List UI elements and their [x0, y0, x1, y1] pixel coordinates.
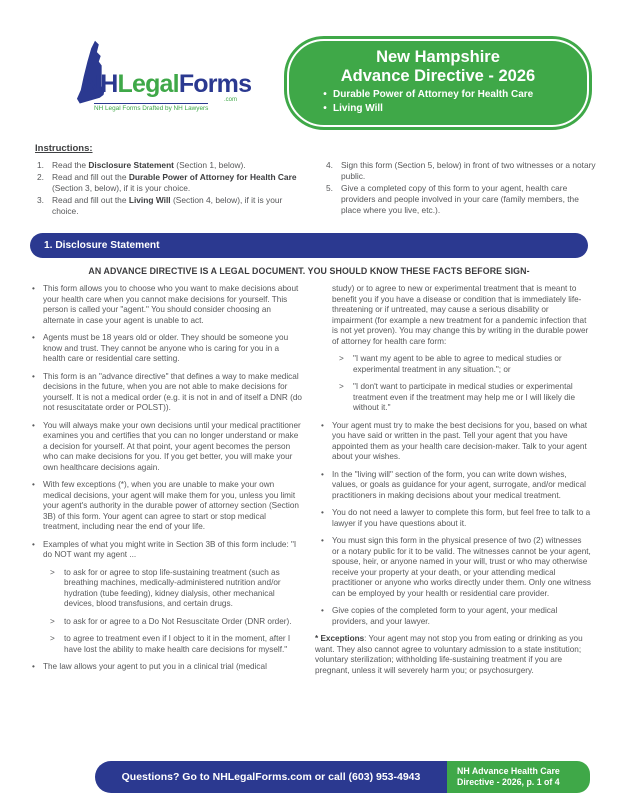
sub-bullet-item [315, 354, 591, 375]
bullet-item [315, 606, 591, 627]
footer-questions-bar: Questions? Go to NHLegalForms.com or call (603) 953-4943 [95, 761, 447, 793]
bullet-item [26, 540, 302, 561]
bullet-item [315, 470, 591, 502]
block-text: "I want my agent to be able to agree to medical studies or experimental treatment in any situation."; or [353, 354, 562, 374]
title-bullet-item [317, 88, 587, 102]
bullet-marker: • [32, 371, 35, 381]
instruction-text: Sign this form (Section 5, below) in front of two witnesses or a notary public. [341, 160, 596, 181]
paragraph [315, 284, 591, 347]
instruction-number: 1. [37, 160, 44, 170]
chevron-marker: > [50, 634, 55, 643]
footer-page-badge [447, 761, 590, 793]
footer-page-line-1: NH Advance Health Care [457, 766, 560, 776]
instructions-right-column [324, 160, 597, 217]
bullet-marker: • [32, 539, 35, 549]
disclosure-heading: AN ADVANCE DIRECTIVE IS A LEGAL DOCUMENT. YOU SHOULD KNOW THESE FACTS BEFORE SIGN- [88, 266, 530, 276]
logo-com: .com [224, 97, 238, 103]
block-text: You will always make your own decisions until your medical practitioner examines you and certifies that you can no longer understand or make a decision for yourself. At that point, your agent becomes the person who can make decisions for you. If you get better, you will make your own healthcare decisions again. [43, 420, 301, 472]
instruction-text: Read and fill out the Living Will (Section 4, below), if it is your choice. [52, 194, 283, 216]
instructions-columns [35, 160, 597, 217]
block-text: This form allows you to choose who you want to make decisions about your health care when you cannot make decisions for yourself. This person is called your "agent." You should consider choosing an alternate in case your agent is unable to act. [43, 284, 299, 325]
nhlegalforms-logo [76, 40, 251, 112]
paragraph: * Exceptions: Your agent may not stop you from eating or drinking as you want. They also cannot agree to voluntary admission to a state institution; voluntary sterilization; withholding life-sustaining treatment if you are pregnant, unless it will severely harm you; or psychosurgery. [315, 634, 583, 675]
bullet-item [26, 421, 302, 474]
title-bullet-text: Durable Power of Attorney for Health Care [333, 89, 534, 100]
title-bullet-item [317, 102, 587, 116]
instruction-number: 5. [326, 182, 333, 193]
sub-bullet-item [315, 382, 591, 414]
sub-bullet-item [26, 634, 302, 655]
block-text: You do not need a lawyer to complete this form, but feel free to talk to a lawyer if you have questions about it. [332, 508, 591, 528]
title-box [284, 36, 592, 130]
title-bullet-text: Living Will [333, 102, 383, 114]
logo-legal: Legal [117, 70, 179, 98]
title-line-2: Advance Directive - 2026 [340, 66, 536, 85]
logo-forms: Forms [178, 70, 252, 98]
instruction-item [324, 183, 597, 216]
bullet-marker: • [323, 89, 327, 100]
bullet-item [26, 480, 302, 533]
bullet-item [315, 508, 591, 529]
block-text: to agree to treatment even if I object to it in the moment, after I have lost the ability to make health care decisions for myself." [64, 634, 291, 654]
instruction-item [35, 160, 308, 171]
block-text: Agents must be 18 years old or older. They should be someone you know and trust. They cannot be anyone who is caring for you in a health care or residential care setting. [43, 333, 289, 363]
instruction-text: Read the Disclosure Statement (Section 1, below). [52, 160, 246, 170]
chevron-marker: > [339, 382, 344, 391]
instruction-item [324, 160, 597, 182]
logo-wordmark [83, 70, 251, 99]
disclosure-body [26, 284, 592, 676]
block-text: In the "living will" section of the form, you can write down wishes, values, or goals as guidance for your agent, surrogate, and/or medical practitioners in making decisions about your medical treatment. [332, 469, 586, 500]
instruction-text: Give a completed copy of this form to your agent, health care providers and people involved in your care (family members, the place where you live, etc.). [341, 182, 579, 215]
bullet-marker: • [323, 102, 327, 114]
sub-bullet-item [26, 568, 302, 610]
instructions-section [35, 143, 597, 217]
block-text: to ask for or agree to a Do Not Resuscitate Order (DNR order). [64, 616, 292, 626]
bullet-item [315, 421, 591, 463]
instruction-item [35, 195, 308, 217]
instructions-heading: Instructions: [35, 143, 93, 154]
block-text: With few exceptions (*), when you are unable to make your own medical decisions, your agent will make them for you, unless you limit your agent's authority in the durable power of attorney section (Section 3B) of this form. Your agent can agree to start or stop medical treatment, including near the end of your life. [43, 480, 299, 531]
title-line-1: New Hampshire [376, 48, 500, 66]
bullet-item [26, 662, 302, 673]
bullet-marker: • [321, 469, 324, 479]
section-1-header: 1. Disclosure Statement [30, 233, 588, 258]
block-text: You must sign this form in the physical presence of two (2) witnesses or a notary public for it to be valid. The witnesses cannot be your agent, spouse, heir, or anyone named in your will, trust or who may otherwise receive your property at your death, or your attending medical practitioner or anyone who works directly under them. Only one witness can be employed by your health or residential care provider. [332, 536, 591, 598]
instruction-number: 4. [326, 160, 333, 170]
logo-tagline: NH Legal Forms Drafted by NH Lawyers [94, 105, 209, 112]
bullet-marker: • [32, 333, 35, 342]
instructions-left-column [35, 160, 308, 217]
bullet-marker: • [321, 420, 324, 430]
bullet-item [26, 372, 302, 414]
block-text: Your agent must try to make the best decisions for you, based on what you have said or written in the past. Tell your agent that you have appointed them as your health care decision-maker. Talk to your agent about your wishes. [332, 420, 588, 461]
bullet-marker: • [32, 420, 35, 430]
bullet-item [26, 284, 302, 326]
block-text: Examples of what you might write in Section 3B of this form include: "I do NOT want my agent ... [43, 539, 297, 559]
block-text: The law allows your agent to put you in a clinical trial (medical [43, 662, 267, 671]
block-text: study) or to agree to new or experimental treatment that is meant to benefit you if you have a disease or condition that is immediately life-threatening or if untreated, may cause a serious disability or impairment (for example a new treatment for a pandemic infection that is not yet proven). You may change this by writing in the durable power of attorney for health care form: [332, 284, 589, 346]
chevron-marker: > [339, 354, 344, 363]
bullet-marker: • [321, 508, 324, 517]
instruction-number: 3. [37, 194, 44, 205]
bullet-marker: • [32, 662, 35, 671]
bullet-marker: • [32, 284, 35, 293]
block-text: This form is an "advance directive" that defines a way to make medical decisions in the future, when you are not able to make decisions for yourself. It is not a medical order (e.g. it is not in and of itself a DNR (do not resuscitatate order or POLST)). [43, 371, 302, 412]
chevron-marker: > [50, 616, 55, 626]
sub-bullet-item [26, 617, 302, 628]
instruction-item [35, 172, 308, 194]
title-box-inner [287, 39, 589, 127]
disclosure-right-column [315, 284, 591, 676]
instruction-text: Read and fill out the Durable Power of Attorney for Health Care (Section 3, below), if it is your choice. [52, 171, 297, 193]
instruction-number: 2. [37, 171, 44, 182]
bullet-marker: • [32, 480, 35, 489]
bullet-marker: • [321, 606, 324, 615]
block-text: Give copies of the completed form to your agent, your medical providers, and your lawyer. [332, 606, 558, 626]
disclosure-left-column [26, 284, 302, 676]
title-bullets [289, 88, 587, 115]
footer-page-line-2: Directive - 2026, p. 1 of 4 [457, 777, 560, 787]
logo-nh: NH [83, 70, 118, 98]
chevron-marker: > [50, 567, 55, 577]
bullet-item [315, 536, 591, 599]
bullet-marker: • [321, 536, 324, 545]
block-text: "I don't want to participate in medical studies or experimental treatment even if the treatment may help me or I will likely die without it." [353, 382, 576, 412]
bullet-item [26, 333, 302, 365]
block-text: to ask for or agree to stop life-sustaining treatment (such as breathing machines, medically-administered nutrition and/or hydration (tube feeding), kidney dialysis, other mechanical devices, blood transfusions, and certain drugs. [64, 567, 281, 608]
footer [95, 761, 590, 793]
